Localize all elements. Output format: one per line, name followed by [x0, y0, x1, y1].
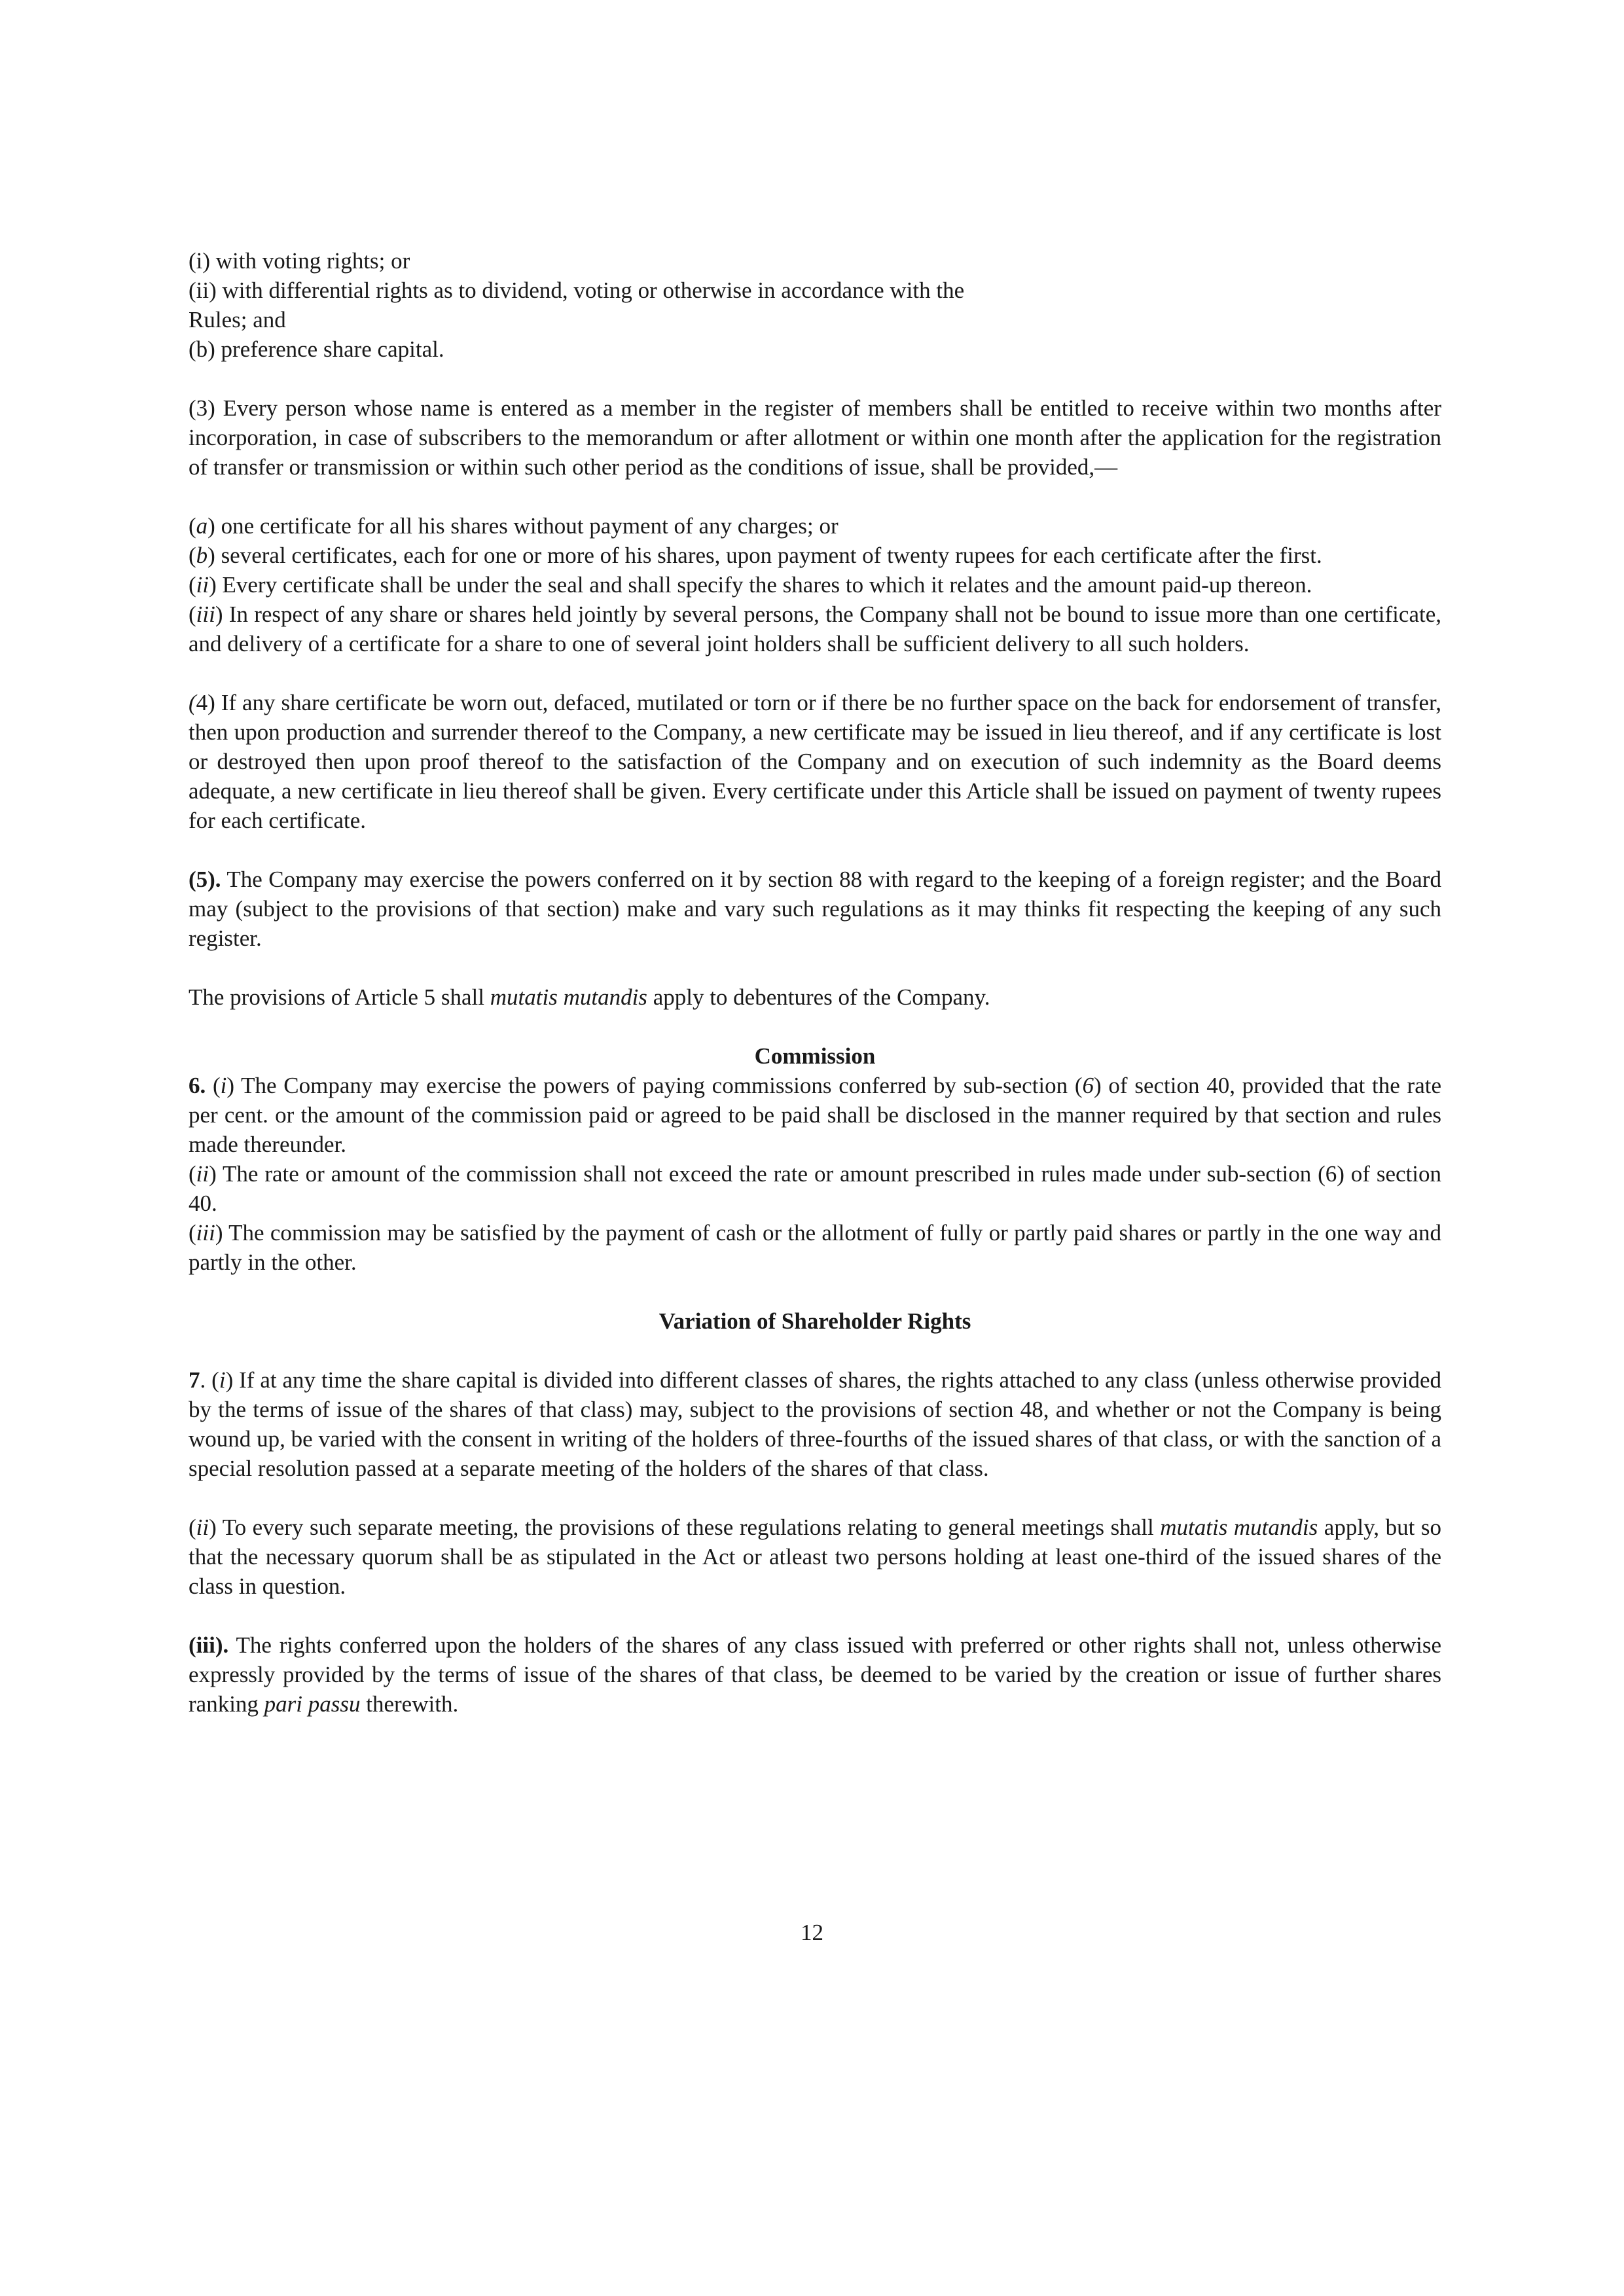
clause-3-iii-text: In respect of any share or shares held jointly by several persons, the Company shall not be bound to issue more than one certificate, and delivery of a certificate for a share to one of several joint holders shall be sufficient delivery to all such holders.	[189, 601, 1441, 656]
spacer	[189, 953, 1441, 982]
document-page	[189, 246, 1441, 1719]
variation-ii-text-a: ) To every such separate meeting, the provisions of these regulations relating to general meetings shall	[209, 1515, 1161, 1540]
variation-ii	[189, 1513, 1441, 1601]
clause-3-ii-text: Every certificate shall be under the seal and shall specify the shares to which it relates and the amount paid-up thereon.	[216, 572, 1312, 598]
clause-3-b: (b) several certificates, each for one or more of his shares, upon payment of twenty rupees for each certificate after the first.	[189, 543, 1322, 568]
commission-i	[189, 1071, 1441, 1159]
clause-3-iii: (iii) In respect of any share or shares held jointly by several persons, the Company shall not be bound to issue more than one certificate, and delivery of a certificate for a share to one of several joint holders shall be sufficient delivery to all such holders.	[189, 601, 1441, 656]
clause-4	[189, 688, 1441, 835]
debentures-italic: mutatis mutandis	[490, 984, 647, 1010]
label-iii: iii	[196, 601, 215, 627]
spacer	[189, 1601, 1441, 1630]
commission-iii-label: iii	[196, 1220, 215, 1246]
debentures-paragraph	[189, 982, 1441, 1012]
spacer	[189, 1483, 1441, 1513]
clause-4-text: 4) If any share certificate be worn out, defaced, mutilated or torn or if there be no further space on the back for endorsement of transfer, then upon production and surrender thereof to the Company, a new certificate may be issued in lieu thereof, and if any certificate is lost or destroyed then upon proof thereof to the satisfaction of the Company and on execution of such indemnity as the Board deems adequate, a new certificate in lieu thereof shall be given. Every certificate under this Article shall be issued on payment of twenty rupees for each certificate.	[189, 690, 1441, 833]
variation-number: 7	[189, 1367, 200, 1393]
spacer	[189, 658, 1441, 688]
variation-iii-label: (iii).	[189, 1632, 229, 1658]
commission-i-text-a: ) The Company may exercise the powers of paying commissions conferred by sub-section (	[226, 1073, 1083, 1098]
line-preference-capital: (b) preference share capital.	[189, 336, 444, 362]
label-b: b	[196, 543, 208, 568]
variation-iii-italic: pari passu	[264, 1691, 361, 1717]
commission-open: (	[206, 1073, 221, 1098]
heading-commission: Commission	[754, 1043, 876, 1069]
commission-ii-label: ii	[196, 1161, 209, 1187]
variation-i-label: i	[219, 1367, 226, 1393]
debentures-before: The provisions of Article 5 shall	[189, 984, 490, 1010]
clause-3-a: (a) one certificate for all his shares without payment of any charges; or	[189, 513, 839, 539]
commission-iii-text: ) The commission may be satisfied by the payment of cash or the allotment of fully or partly paid shares or partly in the one way and partly in the other.	[189, 1220, 1441, 1275]
line-voting-rights: (i) with voting rights; or	[189, 248, 410, 274]
clause-3-ii: (ii) Every certificate shall be under the seal and shall specify the shares to which it relates and the amount paid-up thereon.	[189, 572, 1312, 598]
line-differential-rights: (ii) with differential rights as to dividend, voting or otherwise in accordance with the	[189, 278, 965, 303]
clause-5-text: The Company may exercise the powers conferred on it by section 88 with regard to the keeping of a foreign register; and the Board may (subject to the provisions of that section) make and vary such regulations as it may thinks fit respecting the keeping of any such register.	[189, 867, 1441, 951]
clause-3-b-text: several certificates, each for one or more of his shares, upon payment of twenty rupees for each certificate after the first.	[215, 543, 1322, 568]
clause-3-intro: (3) Every person whose name is entered as a member in the register of members shall be entitled to receive within two months after incorporation, in case of subscribers to the memorandum or after allotment or within one month after the application for the registration of transfer or transmission or within such other period as the conditions of issue, shall be provided,—	[189, 395, 1441, 480]
variation-iii	[189, 1630, 1441, 1719]
label-a: a	[196, 513, 208, 539]
label-ii: ii	[196, 572, 209, 598]
variation-ii-open: (	[189, 1515, 196, 1540]
heading-variation: Variation of Shareholder Rights	[659, 1308, 971, 1334]
variation-ii-italic: mutatis mutandis	[1160, 1515, 1318, 1540]
variation-ii-label: ii	[196, 1515, 209, 1540]
variation-ii-text-b: apply, but so that the necessary quorum shall be as stipulated in the Act or atleast two persons holding at least one-third of the issued shares of the class in question.	[189, 1515, 1442, 1599]
variation-i	[189, 1365, 1441, 1483]
commission-number: 6.	[189, 1073, 206, 1098]
clause-4-prefix: (	[189, 690, 196, 715]
spacer	[189, 1277, 1441, 1306]
commission-i-sub: 6	[1082, 1073, 1094, 1098]
commission-iii: (iii) The commission may be satisfied by the payment of cash or the allotment of fully or partly paid shares or partly in the one way and partly in the other.	[189, 1220, 1441, 1275]
spacer	[189, 1336, 1441, 1365]
line-rules: Rules; and	[189, 307, 286, 332]
spacer	[189, 364, 1441, 393]
clause-5-label: (5).	[189, 867, 221, 892]
commission-i-text-b: ) of section 40, provided that the rate per cent. or the amount of the commission paid or agreed to be paid shall be disclosed in the manner required by that section and rules made thereunder.	[189, 1073, 1441, 1157]
debentures-after: apply to debentures of the Company.	[647, 984, 990, 1010]
spacer	[189, 1012, 1441, 1041]
commission-ii: (ii) The rate or amount of the commission shall not exceed the rate or amount prescribed in rules made under sub-section (6) of section 40.	[189, 1161, 1441, 1216]
spacer	[189, 835, 1441, 865]
page-number: 12	[801, 1920, 823, 1945]
clause-3-a-text: one certificate for all his shares without payment of any charges; or	[215, 513, 839, 539]
spacer	[189, 482, 1441, 511]
variation-i-pre: . (	[200, 1367, 219, 1393]
commission-i-label: i	[220, 1073, 227, 1098]
variation-iii-text-a: The rights conferred upon the holders of the shares of any class issued with preferred or other rights shall not, unless otherwise expressly provided by the terms of issue of the shares of that class, be deemed to be varied by the creation or issue of further shares ranking	[189, 1632, 1441, 1717]
variation-i-text: ) If at any time the share capital is divided into different classes of shares, the rights attached to any class (unless otherwise provided by the terms of issue of the shares of that class) may, subject to the provisions of section 48, and whether or not the Company is being wound up, be varied with the consent in writing of the holders of three-fourths of the issued shares of that class, or with the sanction of a special resolution passed at a separate meeting of the holders of the shares of that class.	[189, 1367, 1442, 1481]
variation-iii-text-b: therewith.	[360, 1691, 459, 1717]
clause-5	[189, 865, 1441, 953]
commission-ii-text: ) The rate or amount of the commission shall not exceed the rate or amount prescribed in rules made under sub-section (6) of section 40.	[189, 1161, 1441, 1216]
